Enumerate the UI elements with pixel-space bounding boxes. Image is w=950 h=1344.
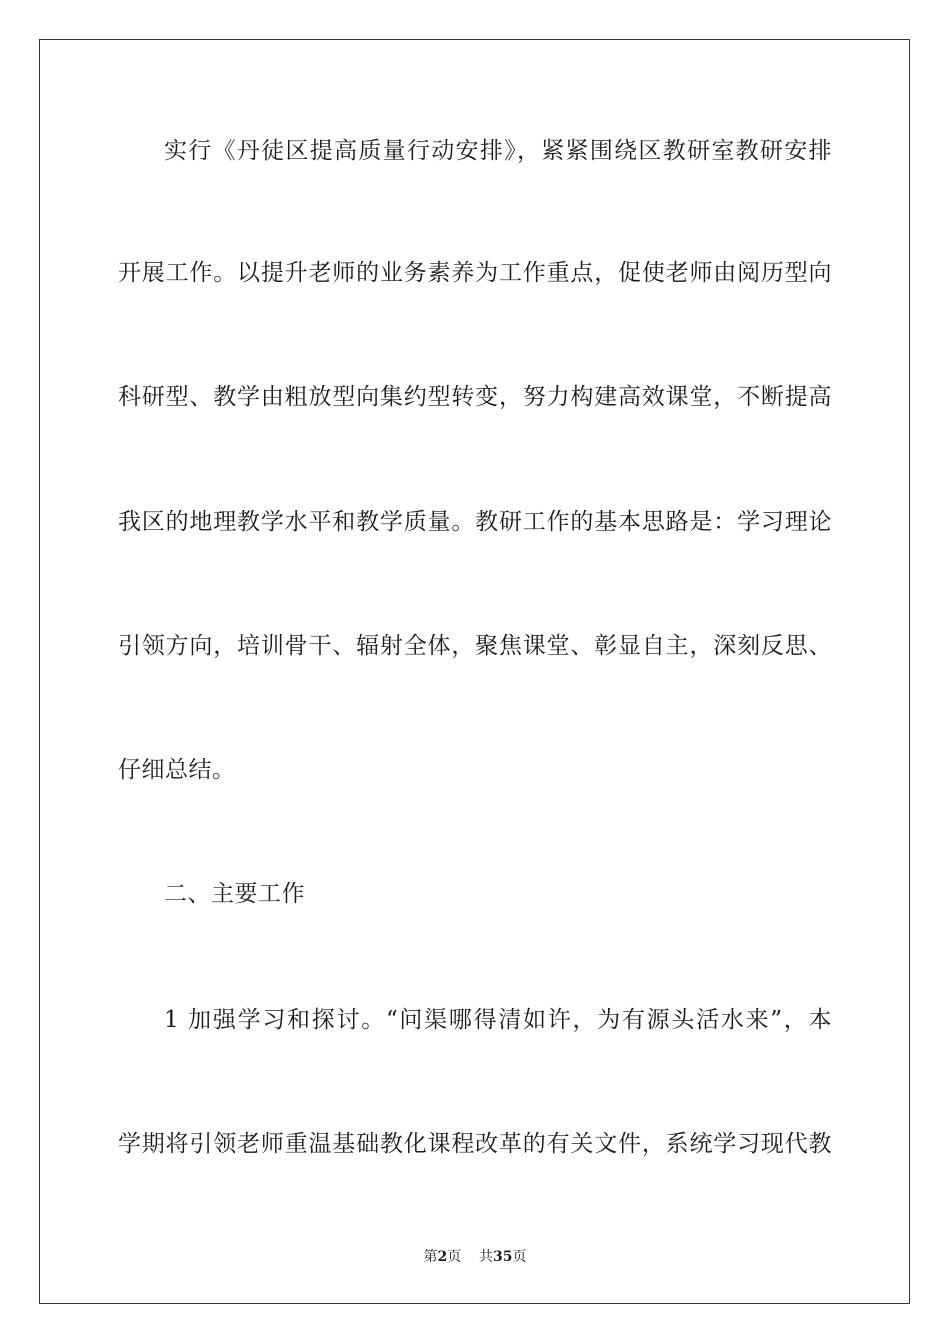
paragraph-1-line-1: 实行《丹徒区提高质量行动安排》，紧紧围绕区教研室教研安排 [164,138,832,164]
footer-total-prefix: 共 [479,1249,494,1265]
section-heading: 二、主要工作 [164,881,305,907]
paragraph-1-line-2: 开展工作。以提升老师的业务素养为工作重点，促使老师由阅历型向 [118,260,832,286]
paragraph-1-line-6: 仔细总结。 [118,757,236,783]
footer-page-suffix: 页 [447,1249,462,1265]
page-footer [0,1246,950,1266]
footer-total-suffix: 页 [512,1249,527,1265]
paragraph-1-line-5: 引领方向，培训骨干、辐射全体，聚焦课堂、彰显自主，深刻反思、 [118,633,832,659]
paragraph-2-line-2: 学期将引领老师重温基础教化课程改革的有关文件，系统学习现代教 [118,1131,832,1157]
footer-total-pages: 35 [493,1249,513,1265]
footer-page-number: 2 [437,1249,448,1265]
footer-page-prefix: 第 [423,1249,438,1265]
paragraph-2-line-1: 1 加强学习和探讨。“问渠哪得清如许，为有源头活水来”，本 [164,1007,832,1033]
page-border [39,39,910,1304]
paragraph-1-line-4: 我区的地理教学水平和教学质量。教研工作的基本思路是：学习理论 [118,509,832,535]
paragraph-1-line-3: 科研型、教学由粗放型向集约型转变，努力构建高效课堂，不断提高 [118,384,832,410]
